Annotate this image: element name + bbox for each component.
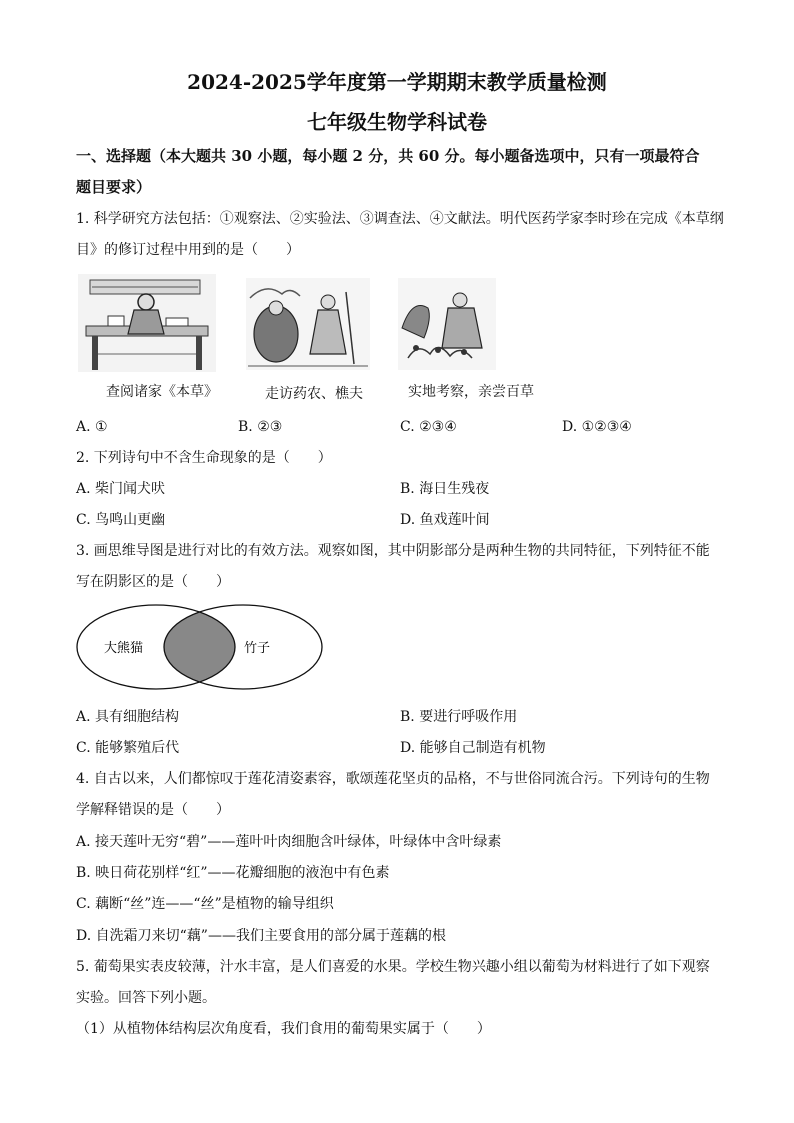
- illustration-field-tasting-herbs: [398, 278, 496, 370]
- q3-option-b[interactable]: B. 要进行呼吸作用: [400, 709, 518, 725]
- illustration-scholar-reading: [78, 274, 216, 372]
- exam-title: 2024-2025学年度第一学期期末教学质量检测: [187, 70, 607, 94]
- caption-tasting-herbs: 实地考察，亲尝百草: [408, 384, 534, 400]
- q2-stem: 2. 下列诗句中不含生命现象的是（ ）: [76, 450, 332, 466]
- q3-stem-line2: 写在阴影区的是（ ）: [76, 574, 230, 590]
- q3-option-a[interactable]: A. 具有细胞结构: [76, 709, 180, 725]
- section-heading-line1: 一、选择题（本大题共 30 小题，每小题 2 分，共 60 分。每小题备选项中，只有一项最符合: [76, 147, 700, 165]
- q1-stem-line1: 1. 科学研究方法包括：①观察法、②实验法、③调查法、④文献法。明代医药学家李时珍在完成《本草纲: [76, 211, 724, 227]
- exam-subtitle: 七年级生物学科试卷: [307, 110, 487, 134]
- venn-right-label: 竹子: [244, 641, 271, 656]
- q4-option-b[interactable]: B. 映日荷花别样“红”——花瓣细胞的液泡中有色素: [76, 865, 390, 881]
- illustration-visiting-farmers: [246, 278, 370, 370]
- q2-option-b[interactable]: B. 海日生残夜: [400, 481, 490, 497]
- q2-option-a[interactable]: A. 柴门闻犬吠: [76, 481, 166, 497]
- q2-option-c[interactable]: C. 鸟鸣山更幽: [76, 512, 166, 528]
- q2-option-d[interactable]: D. 鱼戏莲叶间: [400, 512, 490, 528]
- q1-option-c[interactable]: C. ②③④: [400, 419, 457, 435]
- q4-option-d[interactable]: D. 自洗霜刀来切“藕”——我们主要食用的部分属于莲藕的根: [76, 928, 446, 944]
- q4-option-a[interactable]: A. 接天莲叶无穷“碧”——莲叶叶肉细胞含叶绿体，叶绿体中含叶绿素: [76, 834, 502, 850]
- q4-stem-line2: 学解释错误的是（ ）: [76, 802, 230, 818]
- q3-option-c[interactable]: C. 能够繁殖后代: [76, 740, 180, 756]
- q5-subquestion-1: （1）从植物体结构层次角度看，我们食用的葡萄果实属于（ ）: [76, 1021, 491, 1037]
- q1-stem-line2: 目》的修订过程中用到的是（ ）: [76, 242, 300, 258]
- q3-stem-line1: 3. 画思维导图是进行对比的有效方法。观察如图，其中阴影部分是两种生物的共同特征，下列特征不能: [76, 543, 710, 559]
- q1-option-b[interactable]: B. ②③: [238, 419, 283, 435]
- q1-option-a[interactable]: A. ①: [76, 419, 108, 435]
- caption-reading-bencao: 查阅诸家《本草》: [106, 384, 218, 400]
- caption-visiting-farmers: 走访药农、樵夫: [265, 386, 363, 402]
- q3-option-d[interactable]: D. 能够自己制造有机物: [400, 740, 546, 756]
- q1-option-d[interactable]: D. ①②③④: [562, 419, 632, 435]
- venn-diagram: [76, 603, 324, 695]
- q4-stem-line1: 4. 自古以来，人们都惊叹于莲花清姿素容，歌颂莲花坚贞的品格，不与世俗同流合污。下列诗句的生物: [76, 771, 710, 787]
- q5-stem-line1: 5. 葡萄果实表皮较薄，汁水丰富，是人们喜爱的水果。学校生物兴趣小组以葡萄为材料进行了如下观察: [76, 959, 710, 975]
- q4-option-c[interactable]: C. 藕断“丝”连——“丝”是植物的输导组织: [76, 896, 334, 912]
- section-heading-line2: 题目要求）: [76, 178, 152, 196]
- venn-left-label: 大熊猫: [104, 641, 144, 656]
- q5-stem-line2: 实验。回答下列小题。: [76, 990, 216, 1006]
